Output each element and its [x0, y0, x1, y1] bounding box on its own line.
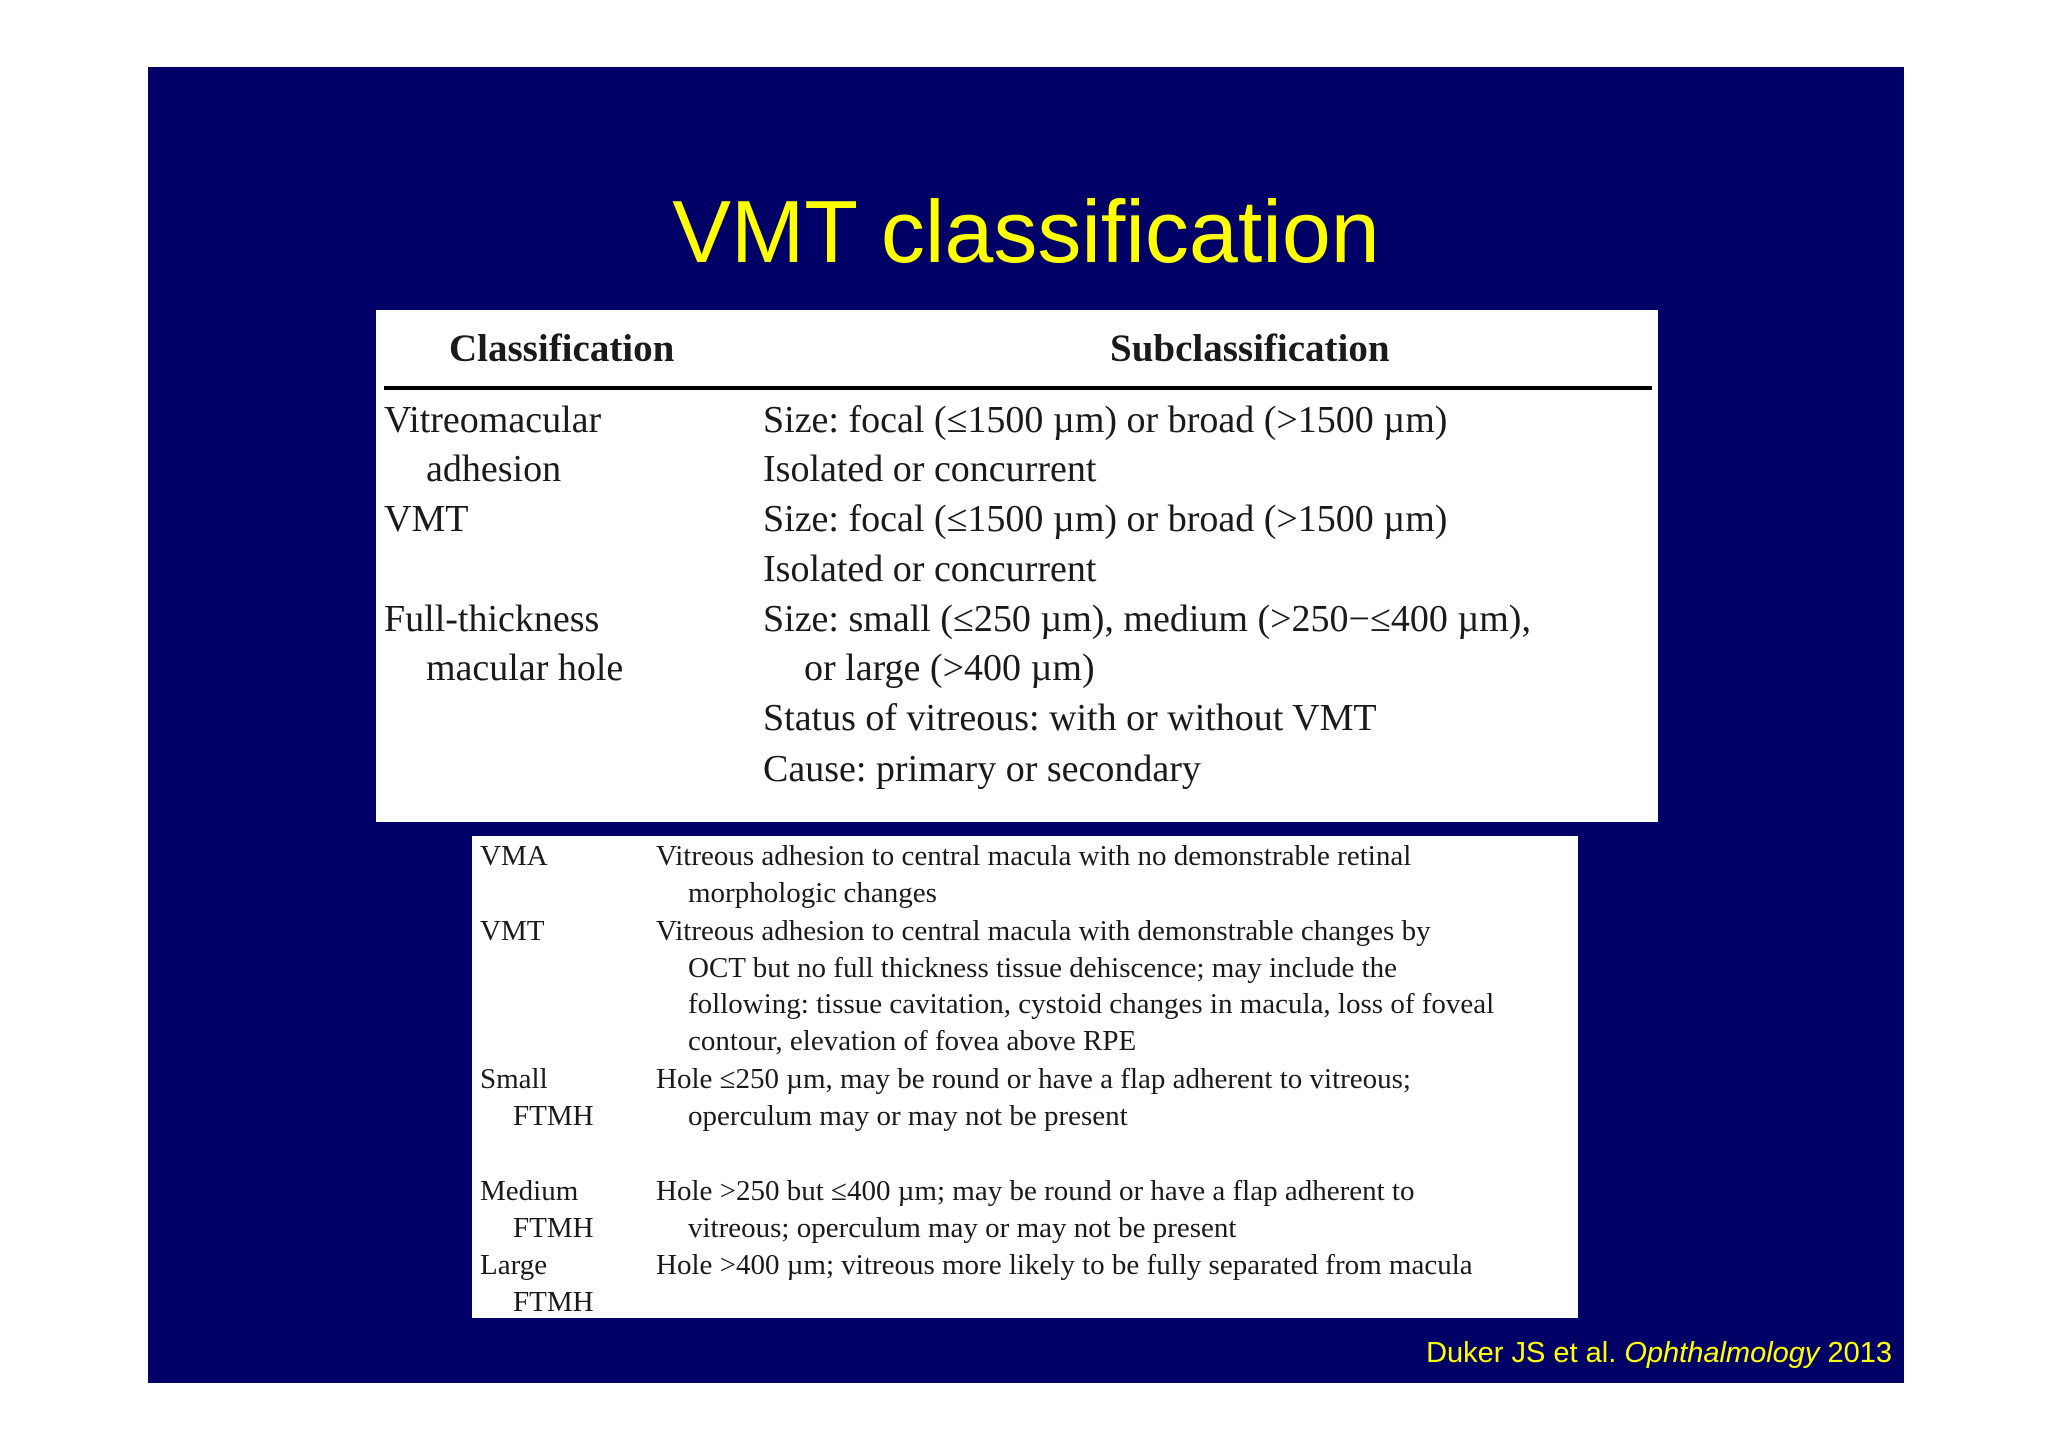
- definition-text: Hole >250 but ≤400 µm; may be round or have a flap adherent to: [656, 1175, 1415, 1207]
- citation: [1426, 1335, 1892, 1371]
- definition-text: Vitreous adhesion to central macula with no demonstrable retinal: [656, 840, 1412, 872]
- table-cell-subclassification: Size: small (≤250 µm), medium (>250−≤400 µm),: [763, 598, 1531, 640]
- definition-term: Large: [480, 1249, 548, 1281]
- definition-term: Medium: [480, 1175, 579, 1207]
- definition-text: vitreous; operculum may or may not be present: [688, 1212, 1237, 1244]
- table-header-subclassification: Subclassification: [1110, 327, 1390, 370]
- citation-journal: Ophthalmology: [1624, 1337, 1820, 1369]
- definition-text: Hole ≤250 µm, may be round or have a flap adherent to vitreous;: [656, 1063, 1411, 1095]
- table-cell-classification: macular hole: [426, 647, 624, 689]
- table-cell-classification: Full-thickness: [384, 598, 600, 640]
- table-cell-subclassification: Status of vitreous: with or without VMT: [763, 697, 1377, 739]
- table-cell-subclassification: Size: focal (≤1500 µm) or broad (>1500 µm): [763, 399, 1448, 441]
- definition-text: following: tissue cavitation, cystoid changes in macula, loss of foveal: [688, 988, 1495, 1020]
- definition-text: Hole >400 µm; vitreous more likely to be fully separated from macula: [656, 1249, 1473, 1281]
- table-cell-classification: VMT: [384, 498, 469, 540]
- definition-term: FTMH: [513, 1212, 594, 1244]
- definition-text: Vitreous adhesion to central macula with demonstrable changes by: [656, 915, 1431, 947]
- table-cell-subclassification: or large (>400 µm): [804, 647, 1095, 689]
- table-cell-subclassification: Isolated or concurrent: [763, 448, 1097, 490]
- citation-authors: Duker JS et al.: [1426, 1337, 1617, 1369]
- definition-term: Small: [480, 1063, 548, 1095]
- definition-term: FTMH: [513, 1286, 594, 1318]
- definition-text: operculum may or may not be present: [688, 1100, 1128, 1132]
- definition-term: VMA: [480, 840, 548, 872]
- table-cell-classification: adhesion: [426, 448, 562, 490]
- table-cell-subclassification: Cause: primary or secondary: [763, 748, 1201, 790]
- definition-text: OCT but no full thickness tissue dehiscence; may include the: [688, 952, 1398, 984]
- definition-term: VMT: [480, 915, 545, 947]
- classification-table: [376, 310, 1658, 822]
- slide-title: VMT classification: [672, 182, 1380, 281]
- slide: [148, 67, 1904, 1383]
- definition-text: contour, elevation of fovea above RPE: [688, 1025, 1137, 1057]
- table-cell-subclassification: Size: focal (≤1500 µm) or broad (>1500 µm): [763, 498, 1448, 540]
- table-header-classification: Classification: [449, 327, 675, 370]
- definitions-table: [472, 836, 1578, 1318]
- definition-term: FTMH: [513, 1100, 594, 1132]
- table-cell-subclassification: Isolated or concurrent: [763, 548, 1097, 590]
- table-cell-classification: Vitreomacular: [384, 399, 602, 441]
- definition-text: morphologic changes: [688, 877, 937, 909]
- citation-year: 2013: [1827, 1337, 1892, 1369]
- header-rule: [384, 386, 1652, 390]
